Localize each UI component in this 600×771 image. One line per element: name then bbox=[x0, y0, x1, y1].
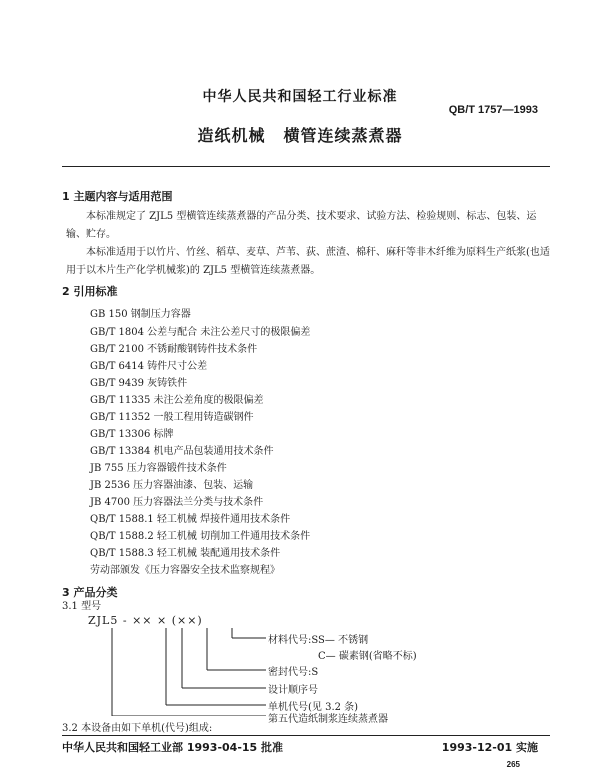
ref-item: GB/T 11335 未注公差角度的极限偏差 bbox=[90, 395, 264, 406]
ref-item: GB/T 6414 铸件尺寸公差 bbox=[90, 361, 208, 372]
ref-item: GB/T 11352 一般工程用铸造碳钢件 bbox=[90, 412, 254, 423]
ref-item: JB 4700 压力容器法兰分类与技术条件 bbox=[90, 497, 264, 508]
model-code: ZJL5 - ×× × (××) bbox=[88, 614, 203, 627]
page-number: 265 bbox=[506, 760, 520, 769]
standard-number: QB/T 1757—1993 bbox=[448, 104, 538, 116]
ref-item: JB 2536 压力容器油漆、包装、运输 bbox=[90, 480, 254, 491]
ref-item: GB 150 钢制压力容器 bbox=[90, 309, 191, 320]
label-carbon-steel: C— 碳素钢(省略不标) bbox=[318, 651, 417, 662]
issued-by: 中华人民共和国轻工业部 1993-04-15 批准 bbox=[62, 741, 284, 754]
effective-date: 1993-12-01 实施 bbox=[441, 741, 538, 754]
ref-item: GB/T 2100 不锈耐酸钢铸件技术条件 bbox=[90, 344, 258, 355]
section-1-para-1: 本标准规定了 ZJL5 型横管连续蒸煮器的产品分类、技术要求、试验方法、检验规则、标志、包装、运输、贮存。 bbox=[66, 211, 537, 240]
title-part-1: 造纸机械 bbox=[197, 126, 266, 145]
section-1-heading: 1 主题内容与适用范围 bbox=[62, 190, 173, 203]
label-unit-code: 单机代号(见 3.2 条) bbox=[268, 702, 359, 713]
ref-item: QB/T 1588.1 轻工机械 焊接件通用技术条件 bbox=[90, 514, 291, 525]
section-3-heading: 3 产品分类 bbox=[62, 586, 118, 599]
label-fifth-generation: 第五代造纸制浆连续蒸煮器 bbox=[268, 714, 388, 725]
ref-item: GB/T 1804 公差与配合 未注公差尺寸的极限偏差 bbox=[90, 327, 311, 338]
section-3-2-heading: 3.2 本设备由如下单机(代号)组成: bbox=[62, 723, 213, 734]
model-code-diagram bbox=[70, 606, 270, 716]
ref-item: GB/T 13384 机电产品包装通用技术条件 bbox=[90, 446, 274, 457]
ref-item: QB/T 1588.2 轻工机械 切削加工件通用技术条件 bbox=[90, 531, 311, 542]
section-1-para-2: 本标准适用于以竹片、竹丝、稻草、麦草、芦苇、荻、蔗渣、棉秆、麻秆等非木纤维为原料生产纸浆(也适用于以木片生产化学机械浆)的 ZJL5 型横管连续蒸煮器。 bbox=[66, 247, 550, 276]
document-title bbox=[0, 123, 600, 146]
bottom-rule bbox=[62, 735, 550, 736]
section-2-heading: 2 引用标准 bbox=[62, 285, 118, 298]
label-design-sequence: 设计顺序号 bbox=[268, 685, 318, 696]
ref-item: 劳动部颁发《压力容器安全技术监察规程》 bbox=[90, 565, 280, 576]
ministry-header: 中华人民共和国轻工行业标准 bbox=[202, 89, 398, 105]
top-rule bbox=[62, 166, 550, 167]
title-part-2: 横管连续蒸煮器 bbox=[283, 126, 403, 145]
label-material-code: 材料代号:SS— 不锈钢 bbox=[268, 635, 369, 646]
ref-item: JB 755 压力容器锻件技术条件 bbox=[90, 463, 227, 474]
ref-item: QB/T 1588.3 轻工机械 装配通用技术条件 bbox=[90, 548, 281, 559]
label-seal-code: 密封代号:S bbox=[268, 667, 319, 678]
section-3-1-heading: 3.1 型号 bbox=[62, 601, 102, 612]
ref-item: GB/T 13306 标牌 bbox=[90, 429, 174, 440]
ref-item: GB/T 9439 灰铸铁件 bbox=[90, 378, 188, 389]
